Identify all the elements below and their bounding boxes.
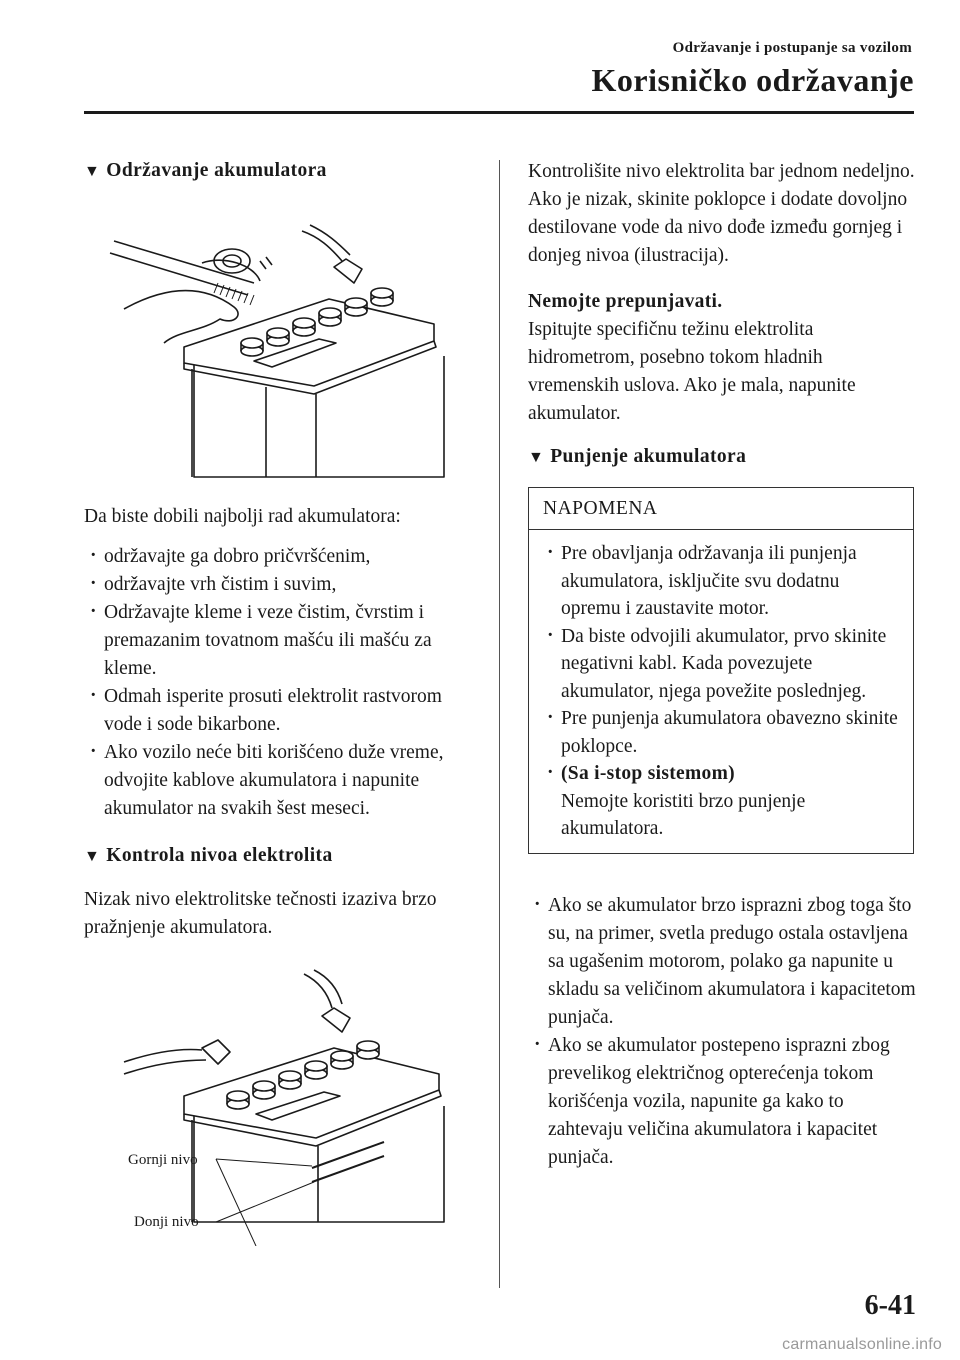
section-title-electrolyte: ▼ Kontrola nivoa elektrolita [84, 845, 333, 866]
header-title: Korisničko održavanje [591, 62, 914, 98]
list-item: · Odmah isperite prosuti elektrolit rastvorom vode i sode bikarbone. [84, 683, 484, 739]
triangle-icon: ▼ [84, 163, 101, 180]
left-column [84, 158, 484, 1246]
istop-label: (Sa i-stop sistemom) [561, 763, 735, 784]
header-rule [84, 111, 914, 114]
istop-text: Nemojte koristiti brzo punjenje akumulatora. [561, 790, 806, 839]
section-title-charging: ▼ Punjenje akumulatora [528, 446, 747, 467]
list-item: · održavajte vrh čistim i suvim, [84, 571, 484, 599]
list-item: · Pre punjenja akumulatora obavezno skinite poklopce. [541, 705, 903, 760]
header-subtitle: Održavanje i postupanje sa vozilom [672, 40, 912, 56]
triangle-icon: ▼ [528, 449, 545, 466]
list-item: · Ako vozilo neće biti korišćeno duže vreme, odvojite kablove akumulatora i napunite akumulator na svakih šest meseci. [84, 739, 484, 823]
watermark: carmanualsonline.info [782, 1336, 942, 1353]
page-number: 6-41 [864, 1290, 916, 1321]
triangle-icon: ▼ [84, 848, 101, 865]
list-item: · Pre obavljanja održavanja ili punjenja akumulatora, isključite svu dodatnu opremu i zaustavite motor. [541, 540, 903, 623]
list-item: · Ako se akumulator postepeno isprazni zbog prevelikog električnog opterećenja tokom korišćenja vozila, napunite ga kako to zahtevaju veličina akumulatora i kapacitet punjača. [528, 1032, 916, 1172]
battery-brush-illustration [84, 191, 484, 491]
electrolyte-text: Nizak nivo elektrolitske tečnosti izaziva brzo pražnjenje akumulatora. [84, 889, 437, 938]
hydrometer-text: Ispitujte specifičnu težinu elektrolita hidrometrom, posebno tokom hladnih vremenskih uslova. Ako je mala, napunite akumulator. [528, 319, 856, 424]
electrolyte-check-text: Kontrolišite nivo elektrolita bar jednom nedeljno. Ako je nizak, skinite poklopce i dodate dovoljno destilovane vode da nivo dođe između gornjeg i donjeg nivoa (ilustracija). [528, 161, 915, 266]
note-box [528, 487, 914, 854]
label-upper-level: Gornji nivo [128, 1152, 198, 1168]
note-title: NAPOMENA [529, 488, 913, 530]
list-item: · Ako se akumulator brzo isprazni zbog toga što su, na primer, svetla predugo ostala ostavljena sa ugašenim motorom, polako ga napunite u skladu sa veličinom akumulatora i kapacitetom punjača. [528, 892, 916, 1032]
right-column [528, 158, 916, 1172]
battery-maintenance-list [84, 543, 484, 823]
column-divider [499, 160, 500, 1288]
charging-list [528, 892, 916, 1172]
note-list [529, 530, 913, 853]
list-item: · Održavajte kleme i veze čistim, čvrstim i premazanim tovatnom mašću ili mašću za kleme. [84, 599, 484, 683]
list-item [541, 760, 903, 843]
overfill-warning: Nemojte prepunjavati. [528, 291, 723, 312]
list-item: · održavajte ga dobro pričvršćenim, [84, 543, 484, 571]
battery-level-illustration [84, 956, 484, 1246]
list-item: · Da biste odvojili akumulator, prvo skinite negativni kabl. Kada povezujete akumulator, njega povežite poslednjeg. [541, 623, 903, 706]
battery-intro: Da biste dobili najbolji rad akumulatora: [84, 506, 401, 527]
section-title-battery-maintenance: ▼ Održavanje akumulatora [84, 160, 327, 181]
label-lower-level: Donji nivo [134, 1214, 199, 1230]
